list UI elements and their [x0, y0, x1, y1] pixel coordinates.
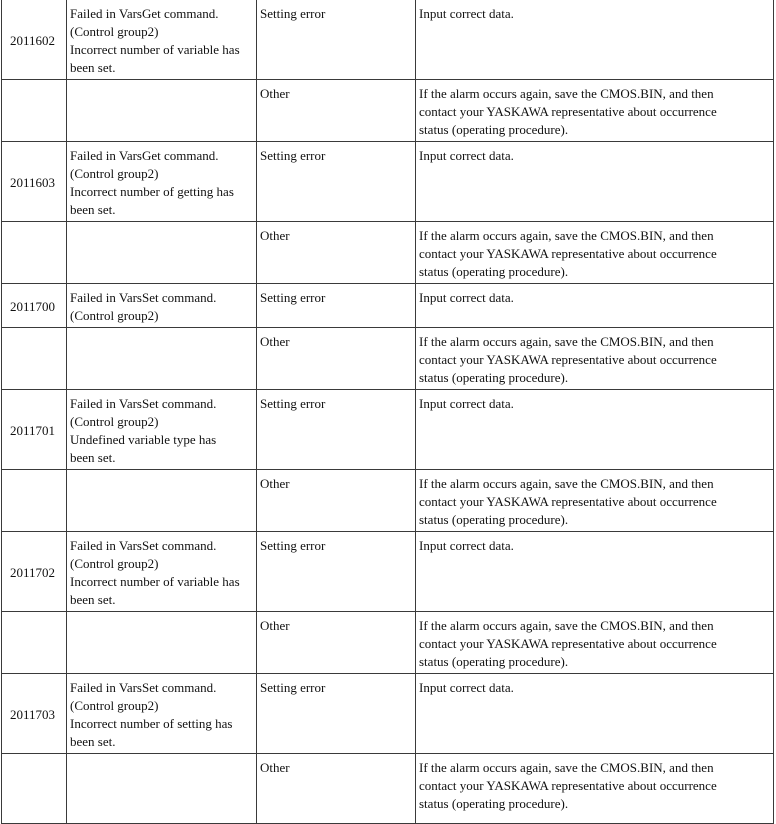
- remedy-line: contact your YASKAWA representative about occurrence: [419, 778, 717, 793]
- alarm-remedy-cell: [416, 612, 774, 674]
- alarm-row-setting-error: [2, 284, 774, 328]
- alarm-code-cell: 2011703: [2, 674, 67, 754]
- description-line: Incorrect number of getting has: [70, 184, 234, 199]
- description-line: Incorrect number of setting has: [70, 716, 233, 731]
- alarm-description-cell: [67, 470, 257, 532]
- remedy-line: Input correct data.: [419, 680, 514, 695]
- remedy-line: Input correct data.: [419, 6, 514, 21]
- alarm-code-cell: [2, 470, 67, 532]
- remedy-line: If the alarm occurs again, save the CMOS.BIN, and then: [419, 760, 714, 775]
- alarm-remedy-cell: [416, 142, 774, 222]
- description-line: (Control group2): [70, 308, 159, 323]
- alarm-row-setting-error: [2, 532, 774, 612]
- alarm-description-cell: [67, 0, 257, 80]
- description-line: Incorrect number of variable has: [70, 574, 240, 589]
- alarm-row-other: [2, 754, 774, 824]
- alarm-code-cell: [2, 80, 67, 142]
- alarm-description-cell: [67, 328, 257, 390]
- description-line: (Control group2): [70, 556, 159, 571]
- alarm-description-cell: [67, 80, 257, 142]
- alarm-row-other: [2, 80, 774, 142]
- alarm-remedy-cell: [416, 80, 774, 142]
- remedy-line: If the alarm occurs again, save the CMOS.BIN, and then: [419, 476, 714, 491]
- alarm-row-other: [2, 470, 774, 532]
- remedy-line: status (operating procedure).: [419, 370, 569, 385]
- description-line: Undefined variable type has: [70, 432, 217, 447]
- alarm-code-cell: 2011702: [2, 532, 67, 612]
- alarm-row-other: [2, 328, 774, 390]
- alarm-cause-cell: Setting error: [257, 284, 416, 328]
- remedy-line: If the alarm occurs again, save the CMOS.BIN, and then: [419, 86, 714, 101]
- alarm-row-other: [2, 222, 774, 284]
- remedy-line: contact your YASKAWA representative about occurrence: [419, 352, 717, 367]
- alarm-code-cell: [2, 612, 67, 674]
- description-line: been set.: [70, 734, 116, 749]
- alarm-code-cell: 2011602: [2, 0, 67, 80]
- remedy-line: contact your YASKAWA representative about occurrence: [419, 494, 717, 509]
- alarm-cause-cell: Setting error: [257, 532, 416, 612]
- alarm-row-setting-error: [2, 390, 774, 470]
- alarm-row-setting-error: [2, 142, 774, 222]
- alarm-cause-cell: Other: [257, 80, 416, 142]
- remedy-line: If the alarm occurs again, save the CMOS.BIN, and then: [419, 334, 714, 349]
- alarm-description-cell: [67, 612, 257, 674]
- alarm-cause-cell: Other: [257, 328, 416, 390]
- remedy-line: status (operating procedure).: [419, 122, 569, 137]
- remedy-line: status (operating procedure).: [419, 796, 569, 811]
- alarm-row-other: [2, 612, 774, 674]
- description-line: been set.: [70, 60, 116, 75]
- alarm-row-setting-error: [2, 0, 774, 80]
- alarm-description-cell: [67, 532, 257, 612]
- alarm-cause-cell: Other: [257, 222, 416, 284]
- description-line: Failed in VarsSet command.: [70, 290, 217, 305]
- alarm-remedy-cell: [416, 470, 774, 532]
- alarm-code-cell: 2011701: [2, 390, 67, 470]
- alarm-cause-cell: Setting error: [257, 390, 416, 470]
- remedy-line: Input correct data.: [419, 290, 514, 305]
- description-line: Failed in VarsSet command.: [70, 538, 217, 553]
- remedy-line: Input correct data.: [419, 538, 514, 553]
- description-line: Failed in VarsSet command.: [70, 396, 217, 411]
- remedy-line: status (operating procedure).: [419, 654, 569, 669]
- remedy-line: Input correct data.: [419, 148, 514, 163]
- remedy-line: Input correct data.: [419, 396, 514, 411]
- alarm-cause-cell: Setting error: [257, 674, 416, 754]
- alarm-remedy-cell: [416, 0, 774, 80]
- alarm-row-setting-error: [2, 674, 774, 754]
- alarm-code-cell: [2, 754, 67, 824]
- alarm-remedy-cell: [416, 284, 774, 328]
- alarm-cause-cell: Setting error: [257, 0, 416, 80]
- description-line: (Control group2): [70, 414, 159, 429]
- alarm-code-cell: 2011700: [2, 284, 67, 328]
- alarm-remedy-cell: [416, 674, 774, 754]
- description-line: been set.: [70, 450, 116, 465]
- alarm-cause-cell: Setting error: [257, 142, 416, 222]
- alarm-table-body: [2, 0, 774, 824]
- alarm-description-cell: [67, 390, 257, 470]
- description-line: been set.: [70, 592, 116, 607]
- alarm-description-cell: [67, 222, 257, 284]
- description-line: (Control group2): [70, 24, 159, 39]
- description-line: Failed in VarsGet command.: [70, 148, 219, 163]
- alarm-description-cell: [67, 754, 257, 824]
- remedy-line: status (operating procedure).: [419, 264, 569, 279]
- remedy-line: contact your YASKAWA representative about occurrence: [419, 636, 717, 651]
- description-line: been set.: [70, 202, 116, 217]
- alarm-remedy-cell: [416, 532, 774, 612]
- alarm-remedy-cell: [416, 328, 774, 390]
- description-line: Incorrect number of variable has: [70, 42, 240, 57]
- remedy-line: status (operating procedure).: [419, 512, 569, 527]
- description-line: Failed in VarsGet command.: [70, 6, 219, 21]
- alarm-description-cell: [67, 284, 257, 328]
- alarm-description-cell: [67, 142, 257, 222]
- alarm-code-cell: 2011603: [2, 142, 67, 222]
- alarm-cause-cell: Other: [257, 612, 416, 674]
- alarm-code-cell: [2, 328, 67, 390]
- alarm-remedy-cell: [416, 222, 774, 284]
- alarm-code-cell: [2, 222, 67, 284]
- alarm-remedy-cell: [416, 390, 774, 470]
- alarm-description-cell: [67, 674, 257, 754]
- remedy-line: If the alarm occurs again, save the CMOS.BIN, and then: [419, 618, 714, 633]
- remedy-line: contact your YASKAWA representative about occurrence: [419, 104, 717, 119]
- alarm-remedy-cell: [416, 754, 774, 824]
- description-line: Failed in VarsSet command.: [70, 680, 217, 695]
- alarm-cause-cell: Other: [257, 754, 416, 824]
- remedy-line: If the alarm occurs again, save the CMOS.BIN, and then: [419, 228, 714, 243]
- alarm-cause-cell: Other: [257, 470, 416, 532]
- remedy-line: contact your YASKAWA representative about occurrence: [419, 246, 717, 261]
- description-line: (Control group2): [70, 698, 159, 713]
- description-line: (Control group2): [70, 166, 159, 181]
- alarm-table: [1, 0, 774, 824]
